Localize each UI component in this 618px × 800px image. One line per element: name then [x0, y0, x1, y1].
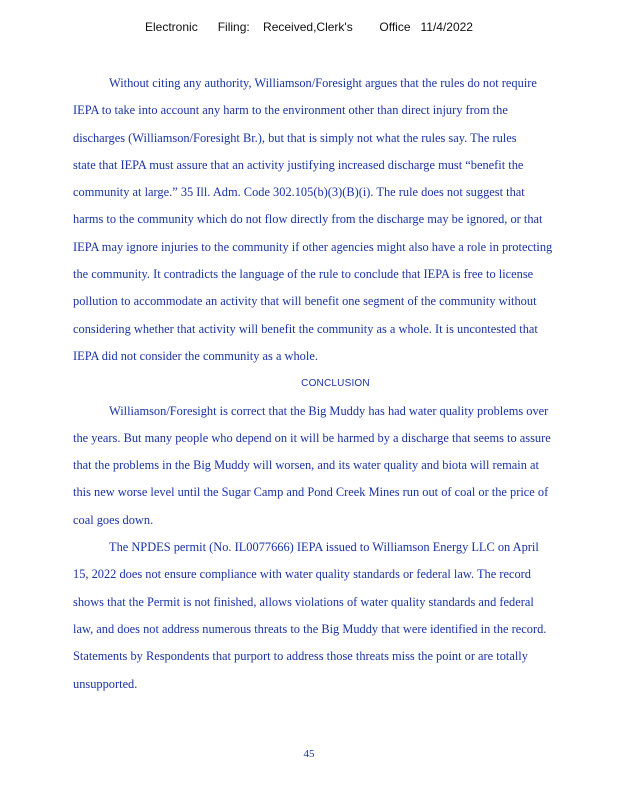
text-line: The NPDES permit (No. IL0077666) IEPA issued to Williamson Energy LLC on April — [109, 540, 539, 555]
paragraph-npdes-permit — [73, 534, 598, 698]
text-line: this new worse level until the Sugar Camp and Pond Creek Mines run out of coal or the price of — [73, 485, 549, 500]
brief-body — [73, 70, 598, 698]
text-line: IEPA may ignore injuries to the community if other agencies might also have a role in protecting — [73, 239, 553, 254]
filing-stamp: Electronic Filing: Received,Clerk's Office 11/4/2022 — [145, 20, 473, 34]
page-number: 45 — [303, 748, 315, 760]
text-line: Williamson/Foresight is correct that the Big Muddy has had water quality problems over — [109, 403, 549, 418]
text-line: IEPA to take into account any harm to the environment other than direct injury from the — [73, 103, 508, 118]
text-line: unsupported. — [73, 676, 138, 691]
text-line: considering whether that activity will benefit the community as a whole. It is uncontested that — [73, 321, 538, 336]
text-line: Without citing any authority, Williamson/Foresight argues that the rules do not require — [109, 76, 537, 90]
text-line: the years. But many people who depend on it will be harmed by a discharge that seems to assure — [73, 430, 551, 445]
paragraph-authority — [73, 70, 598, 370]
text-line: harms to the community which do not flow directly from the discharge may be ignored, or that — [73, 212, 543, 227]
text-line: law, and does not address numerous threats to the Big Muddy that were identified in the record. — [73, 621, 547, 636]
text-line: coal goes down. — [73, 512, 154, 527]
text-line: 15, 2022 does not ensure compliance with water quality standards or federal law. The record — [73, 567, 531, 582]
conclusion-heading: CONCLUSION — [301, 378, 370, 390]
text-line: community at large.” 35 Ill. Adm. Code 302.105(b)(3)(B)(i). The rule does not suggest that — [73, 185, 525, 200]
paragraph-big-muddy — [73, 398, 598, 534]
text-line: discharges (Williamson/Foresight Br.), but that is simply not what the rules say. The rules — [73, 130, 517, 145]
text-line: IEPA did not consider the community as a whole. — [73, 348, 318, 363]
text-line: pollution to accommodate an activity that will benefit one segment of the community without — [73, 294, 537, 309]
text-line: Statements by Respondents that purport to address those threats miss the point or are totally — [73, 649, 528, 664]
text-line: the community. It contradicts the language of the rule to conclude that IEPA is free to license — [73, 267, 534, 282]
text-line: that the problems in the Big Muddy will worsen, and its water quality and biota will remain at — [73, 458, 539, 473]
text-line: shows that the Permit is not finished, allows violations of water quality standards and federal — [73, 594, 534, 609]
text-line: state that IEPA must assure that an activity justifying increased discharge must “benefit the — [73, 157, 524, 172]
